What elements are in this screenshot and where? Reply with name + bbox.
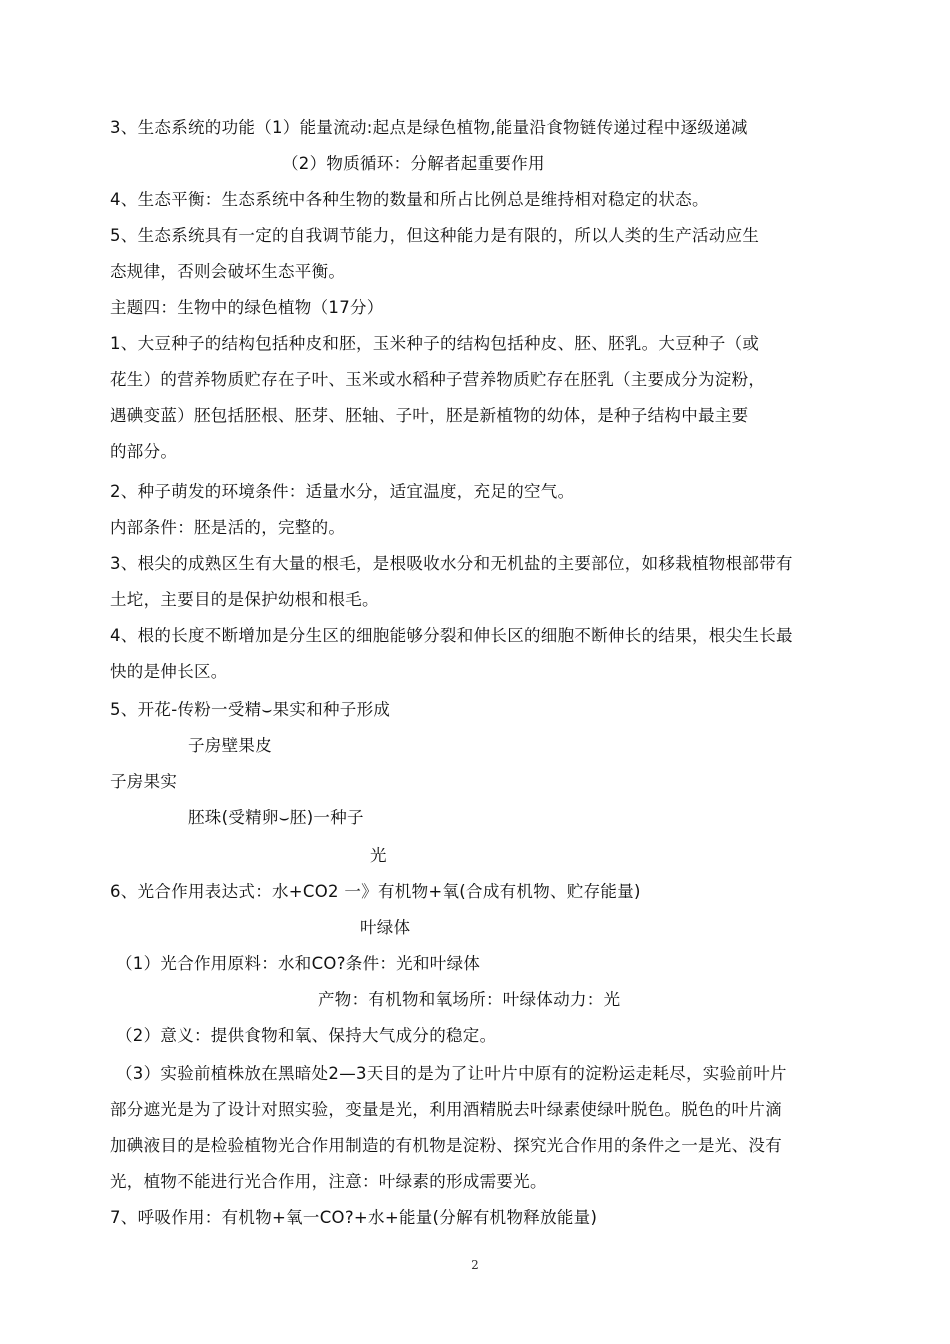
text-line: 1、大豆种子的结构包括种皮和胚，玉米种子的结构包括种皮、胚、胚乳。大豆种子（或	[110, 334, 760, 353]
section-heading: 主题四：生物中的绿色植物（17分）	[110, 298, 384, 317]
text-line: 2、种子萌发的环境条件：适量水分，适宜温度，充足的空气。	[110, 482, 575, 501]
text-line: 内部条件：胚是活的，完整的。	[110, 518, 346, 537]
text-line: 4、根的长度不断增加是分生区的细胞能够分裂和伸长区的细胞不断伸长的结果，根尖生长最	[110, 626, 793, 645]
text-line: 部分遮光是为了设计对照实验，变量是光，利用酒精脱去叶绿素使绿叶脱色。脱色的叶片滴	[110, 1100, 782, 1119]
text-line: 土坨，主要目的是保护幼根和根毛。	[110, 590, 379, 609]
text-line: 花生）的营养物质贮存在子叶、玉米或水稻种子营养物质贮存在胚乳（主要成分为淀粉，	[110, 370, 766, 389]
page-number: 2	[471, 1258, 479, 1272]
diagram-label: 胚珠(受精卵⌣胚)一种子	[188, 808, 364, 827]
text-line: 5、开花-传粉一受精⌣果实和种子形成	[110, 700, 391, 719]
diagram-label: 子房果实	[110, 772, 178, 791]
text-line: 快的是伸长区。	[110, 662, 228, 681]
text-line: 5、生态系统具有一定的自我调节能力，但这种能力是有限的，所以人类的生产活动应生	[110, 226, 760, 245]
text-line: 光，植物不能进行光合作用，注意：叶绿素的形成需要光。	[110, 1172, 547, 1191]
text-line: 态规律，否则会破坏生态平衡。	[110, 262, 346, 281]
text-line: 产物：有机物和氧场所：叶绿体动力：光	[318, 990, 621, 1009]
text-line: 的部分。	[110, 442, 178, 461]
equation-line: 6、光合作用表达式：水+CO2 一》有机物+氧(合成有机物、贮存能量)	[110, 882, 641, 901]
text-line: （3）实验前植株放在黑暗处2—3天目的是为了让叶片中原有的淀粉运走耗尽，实验前叶片	[116, 1064, 787, 1083]
text-line: 遇碘变蓝）胚包括胚根、胚芽、胚轴、子叶，胚是新植物的幼体，是种子结构中最主要	[110, 406, 749, 425]
diagram-label: 子房壁果皮	[188, 736, 272, 755]
text-line: 4、生态平衡：生态系统中各种生物的数量和所占比例总是维持相对稳定的状态。	[110, 190, 709, 209]
text-line: 加碘液目的是检验植物光合作用制造的有机物是淀粉、探究光合作用的条件之一是光、没有	[110, 1136, 782, 1155]
text-line: （2）意义：提供食物和氧、保持大气成分的稳定。	[116, 1026, 497, 1045]
text-line: （2）物质循环：分解者起重要作用	[282, 154, 545, 173]
equation-annotation-bottom: 叶绿体	[360, 918, 411, 937]
equation-annotation-top: 光	[370, 846, 387, 865]
text-line: 3、根尖的成熟区生有大量的根毛，是根吸收水分和无机盐的主要部位，如移栽植物根部带有	[110, 554, 793, 573]
text-line: 7、呼吸作用：有机物+氧一CO?+水+能量(分解有机物释放能量)	[110, 1208, 598, 1227]
text-line: 3、生态系统的功能（1）能量流动:起点是绿色植物,能量沿食物链传递过程中逐级递减	[110, 118, 748, 137]
text-line: （1）光合作用原料：水和CO?条件：光和叶绿体	[116, 954, 481, 973]
